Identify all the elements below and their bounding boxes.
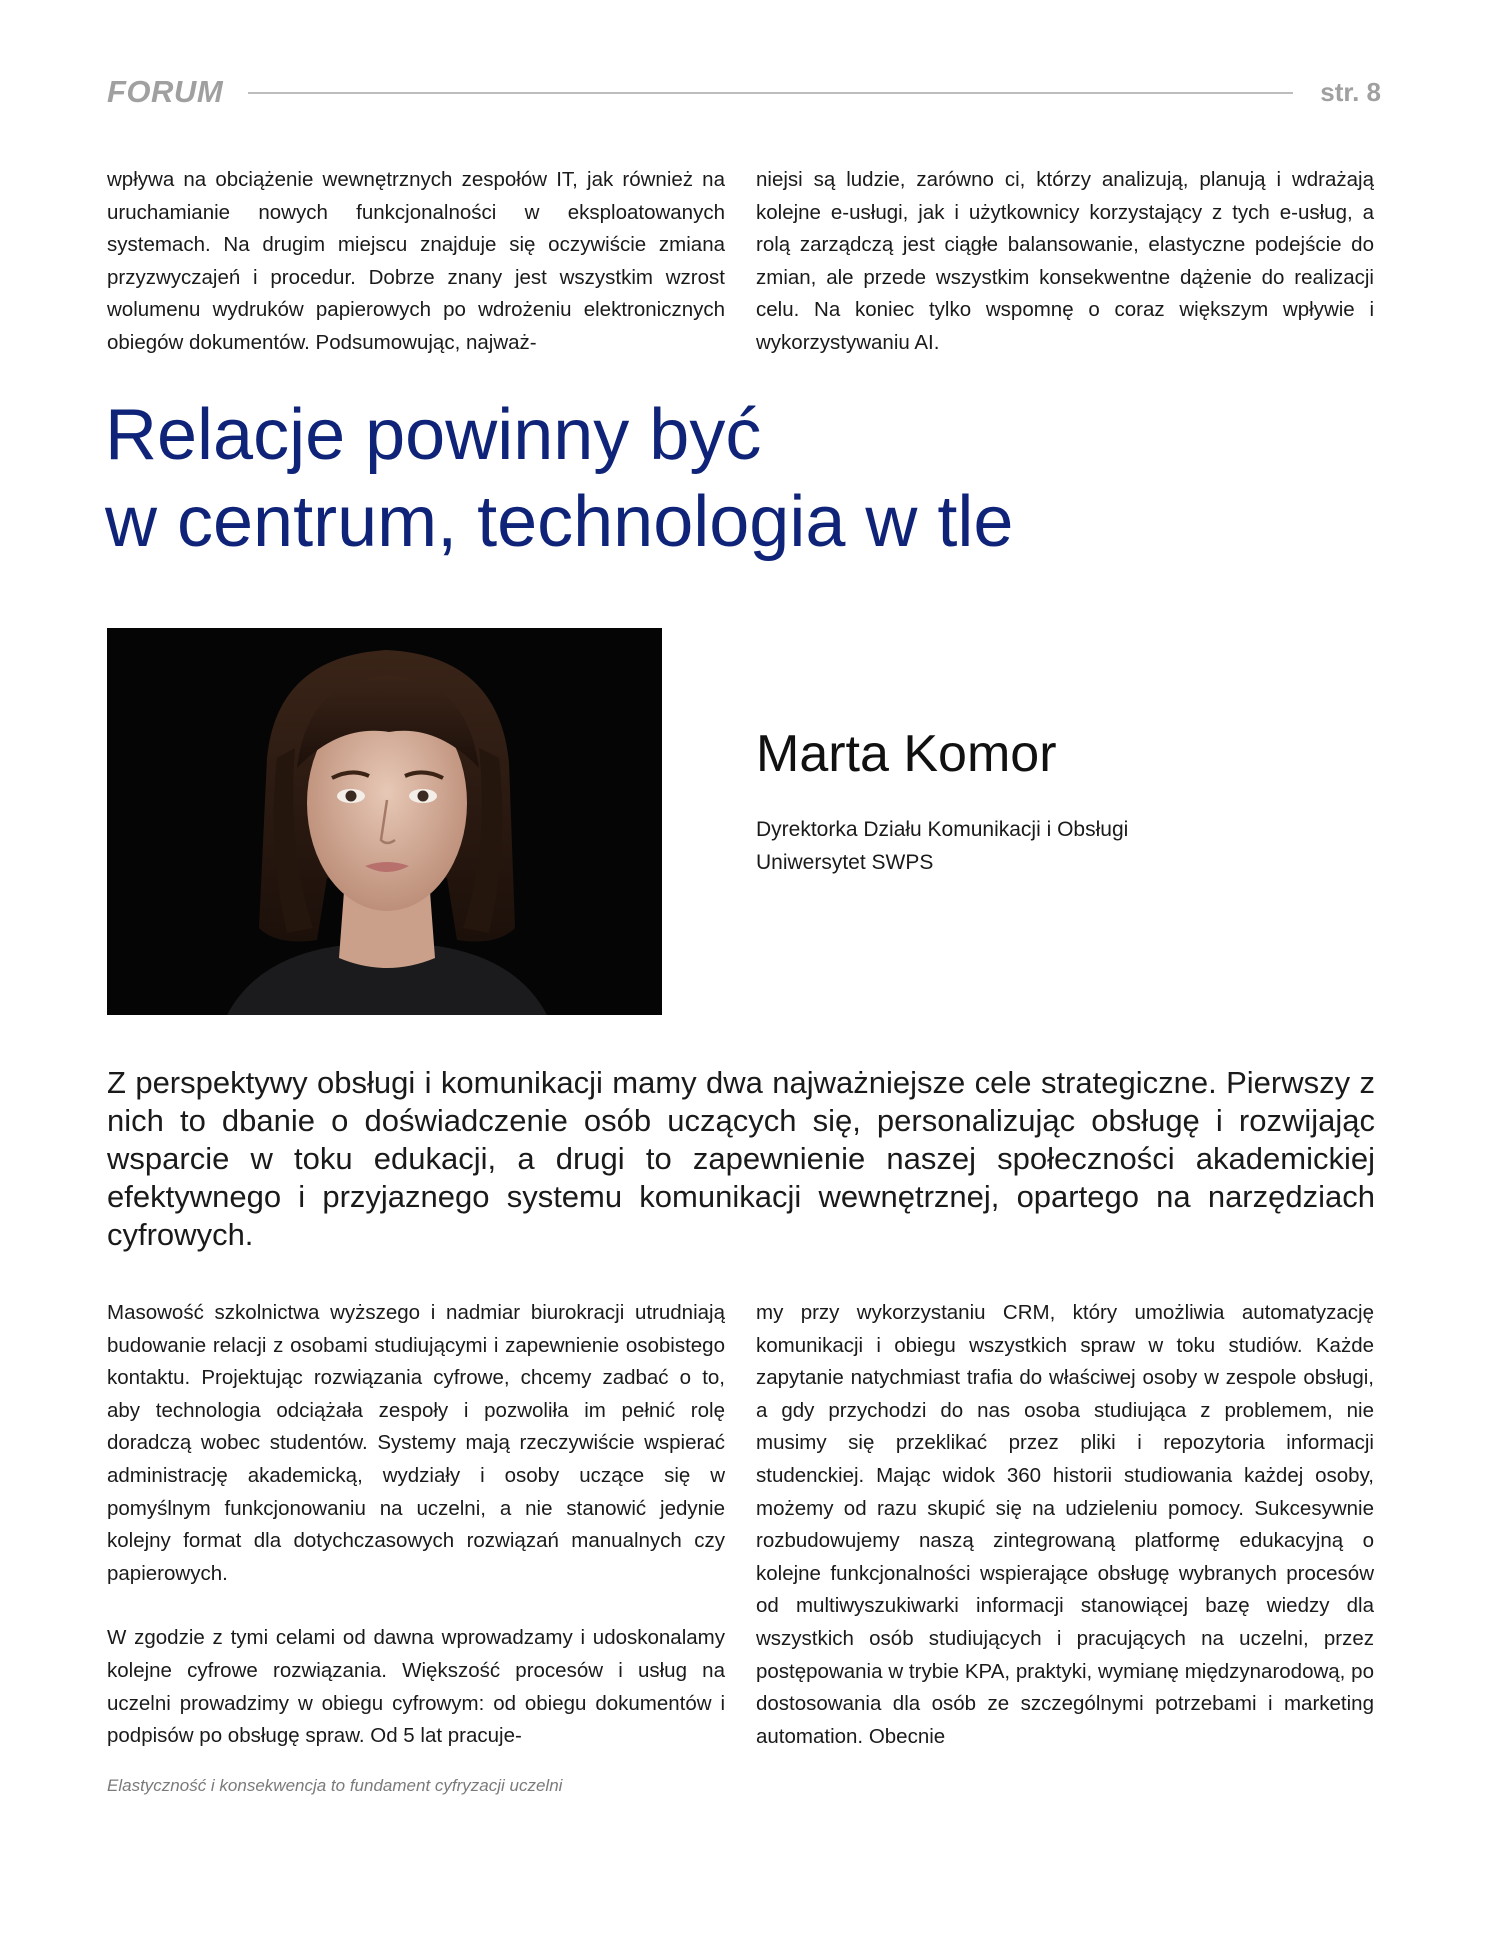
portrait-illustration xyxy=(107,628,662,1015)
footer-caption: Elastyczność i konsekwencja to fundament cyfryzacji uczelni xyxy=(107,1776,563,1795)
header-divider xyxy=(248,92,1293,94)
body-right-column xyxy=(756,1297,1374,1753)
article-headline xyxy=(105,392,1013,566)
author-name: Marta Komor xyxy=(756,725,1057,783)
section-label: FORUM xyxy=(107,74,224,109)
author-affiliation xyxy=(756,813,1128,879)
page-header xyxy=(107,74,1381,114)
body-paragraph: my przy wykorzystaniu CRM, który umożliwia automatyzację komunikacji i obiegu wszystkich spraw w toku studiów. Każde zapytanie natychmiast trafia do właściwej osoby w zespole obsługi, a gdy przychodzi do nas osoba studiująca z problemem, nie musimy się przeklikać przez pliki i repozytoria informacji studenckiej. Mając widok 360 historii studiowania każdej osoby, możemy od razu skupić się na udzieleniu pomocy. Sukcesywnie rozbudowujemy naszą zintegrowaną platformę edukacyjną o kolejne funkcjonalności wspierające obsługę wybranych procesów od multiwyszukiwarki informacji stanowiącej bazę wiedzy dla wszystkich osób studiujących i pracujących na uczelni, przez postępowania w trybie KPA, praktyki, wymianę międzynarodową, po dostosowania dla osób ze szczególnymi potrzebami i marketing automation. Obecnie xyxy=(756,1301,1374,1748)
top-paragraph-right: niejsi są ludzie, zarówno ci, którzy analizują, planują i wdrażają kolejne e-usługi, jak i użytkownicy korzystający z tych e-usług, a rolą zarządczą jest ciągłe balansowanie, elastyczne podejście do zmian, ale przede wszystkim konsekwentne dążenie do realizacji celu. Na koniec tylko wspomnę o coraz większym wpływie i wykorzystywaniu AI. xyxy=(756,168,1374,354)
author-portrait xyxy=(107,628,662,1015)
body-paragraph: W zgodzie z tymi celami od dawna wprowadzamy i udoskonalamy kolejne cyfrowe rozwiązania. Większość procesów i usług na uczelni prowadzimy w obiegu cyfrowym: od obiegu dokumentów i podpisów po obsługę spraw. Od 5 lat pracuje- xyxy=(107,1626,725,1748)
headline-line-1: Relacje powinny być xyxy=(105,395,762,475)
author-organization: Uniwersytet SWPS xyxy=(756,851,934,874)
top-paragraph-left: wpływa na obciążenie wewnętrznych zespołów IT, jak również na uruchamianie nowych funkcjonalności w eksploatowanych systemach. Na drugim miejscu znajduje się oczywiście zmiana przyzwyczajeń i procedur. Dobrze znany jest wszystkim wzrost wolumenu wydruków papierowych po wdrożeniu elektronicznych obiegów dokumentów. Podsumowując, najważ- xyxy=(107,168,725,354)
lead-paragraph: Z perspektywy obsługi i komunikacji mamy dwa najważniejsze cele strategiczne. Pierwszy z nich to dbanie o doświadczenie osób uczących się, personalizując obsługę i rozwijając wsparcie w toku edukacji, a drugi to zapewnienie naszej społeczności akademickiej efektywnego i przyjaznego systemu komunikacji wewnętrznej, opartego na narzędziach cyfrowych. xyxy=(107,1065,1375,1252)
top-text-right-column xyxy=(756,164,1374,360)
top-text-left-column xyxy=(107,164,725,360)
headline-line-2: w centrum, technologia w tle xyxy=(105,482,1014,562)
body-left-column xyxy=(107,1297,725,1753)
body-paragraph: Masowość szkolnictwa wyższego i nadmiar biurokracji utrudniają budowanie relacji z osobami studiującymi i zapewnienie osobistego kontaktu. Projektując rozwiązania cyfrowe, chcemy zadbać o to, aby technologia odciążała zespoły i pozwoliła im pełnić rolę doradczą wobec studentów. Systemy mają rzeczywiście wspierać administrację akademicką, wydziały i osoby uczące się w pomyślnym funkcjonowaniu na uczelni, a nie stanowić jedynie kolejny format dla dotychczasowych rozwiązań manualnych czy papierowych. xyxy=(107,1301,725,1585)
author-role: Dyrektorka Działu Komunikacji i Obsługi xyxy=(756,818,1129,841)
page-number: str. 8 xyxy=(1320,77,1381,107)
